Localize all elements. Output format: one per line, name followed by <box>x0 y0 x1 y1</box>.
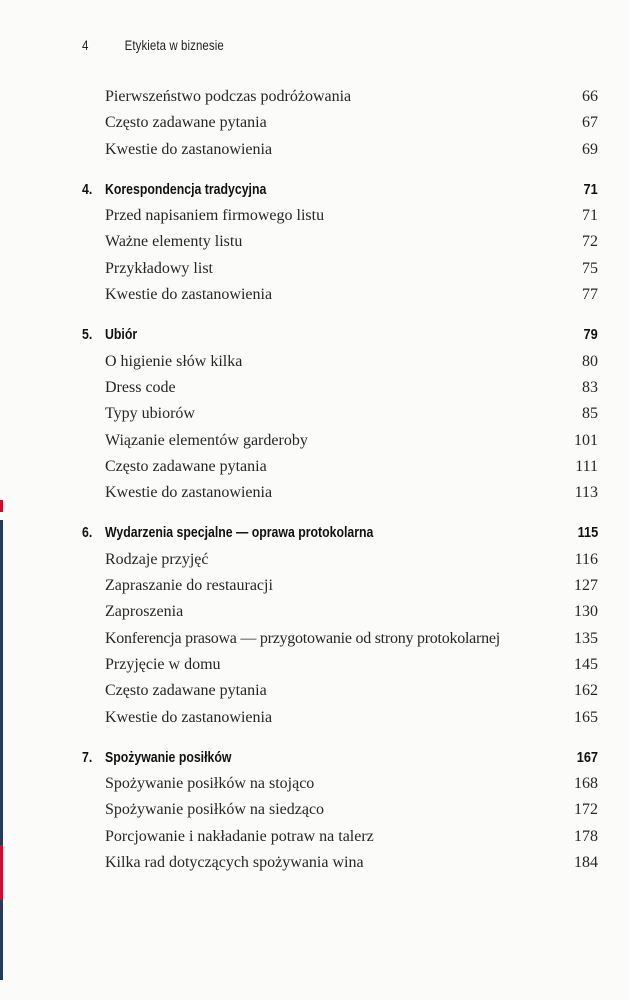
toc-entry[interactable] <box>0 824 629 850</box>
toc-entry-page: 83 <box>582 378 598 396</box>
toc-entry[interactable] <box>0 110 629 136</box>
toc-entry-page: 66 <box>582 88 598 105</box>
toc-entry-page: 75 <box>582 259 598 277</box>
toc-entry[interactable] <box>0 401 629 427</box>
toc-entry-page: 172 <box>574 801 598 819</box>
toc-entry-page: 80 <box>582 352 598 370</box>
toc-entry-page: 168 <box>574 775 598 793</box>
toc-entry-page: 85 <box>582 405 598 423</box>
toc-entry[interactable] <box>0 626 629 652</box>
toc-entry-title: Pierwszeństwo podczas podróżowania <box>105 88 352 105</box>
toc-entry-title: Kilka rad dotyczących spożywania wina <box>105 854 364 872</box>
toc-entry-page: 178 <box>574 827 598 845</box>
table-of-contents <box>0 84 629 876</box>
toc-entry-page: 116 <box>574 550 598 568</box>
toc-entry[interactable] <box>0 771 629 797</box>
toc-entry-title: Kwestie do zastanowienia <box>105 708 273 726</box>
toc-entry[interactable] <box>0 850 629 876</box>
toc-entry-title: Często zadawane pytania <box>105 682 267 700</box>
toc-entry[interactable] <box>0 599 629 625</box>
chapter-number: 4. <box>82 180 93 198</box>
toc-entry[interactable] <box>0 282 629 308</box>
toc-entry-title: Wiązanie elementów garderoby <box>105 431 308 449</box>
toc-entry-title: Zapraszanie do restauracji <box>105 577 273 595</box>
chapter-page: 79 <box>583 326 598 344</box>
toc-entry-page: 184 <box>574 854 598 872</box>
running-title: Etykieta w biznesie <box>124 37 224 53</box>
toc-entry-title: Dress code <box>105 378 176 396</box>
toc-chapter-heading[interactable] <box>0 322 629 348</box>
toc-entry-title: Spożywanie posiłków na stojąco <box>105 775 315 793</box>
toc-entry-title: Zaproszenia <box>105 603 184 621</box>
toc-entry-title: Kwestie do zastanowienia <box>105 140 273 158</box>
toc-entry[interactable] <box>0 203 629 229</box>
chapter-title: Ubiór <box>105 326 138 344</box>
toc-entry-title: Rodzaje przyjęć <box>105 550 209 568</box>
chapter-page: 115 <box>577 524 598 542</box>
toc-entry[interactable] <box>0 678 629 704</box>
toc-entry-page: 135 <box>574 629 598 647</box>
toc-entry[interactable] <box>0 375 629 401</box>
toc-entry[interactable] <box>0 652 629 678</box>
toc-entry-page: 113 <box>574 484 598 502</box>
toc-entry-page: 130 <box>574 603 598 621</box>
toc-entry-title: Przykładowy list <box>105 259 213 277</box>
toc-chapter-heading[interactable] <box>0 177 629 203</box>
toc-entry-page: 71 <box>582 207 598 225</box>
toc-entry-title: Kwestie do zastanowienia <box>105 286 273 304</box>
toc-entry-title: Często zadawane pytania <box>105 114 267 132</box>
toc-entry[interactable] <box>0 349 629 375</box>
toc-entry[interactable] <box>0 797 629 823</box>
toc-entry[interactable] <box>0 428 629 454</box>
chapter-title: Spożywanie posiłków <box>105 748 232 766</box>
page-number: 4 <box>82 37 89 53</box>
toc-entry[interactable] <box>0 480 629 506</box>
toc-chapter-heading[interactable] <box>0 520 629 546</box>
chapter-number: 6. <box>82 524 93 542</box>
toc-entry-title: Przyjęcie w domu <box>105 655 221 673</box>
toc-entry[interactable] <box>0 705 629 731</box>
toc-entry-title: Ważne elementy listu <box>105 233 243 251</box>
toc-chapter-heading[interactable] <box>0 745 629 771</box>
toc-entry-page: 67 <box>582 114 598 132</box>
chapter-page: 71 <box>583 180 598 198</box>
toc-entry-title: Kwestie do zastanowienia <box>105 484 273 502</box>
toc-entry[interactable] <box>0 84 629 110</box>
chapter-title: Wydarzenia specjalne — oprawa protokolarna <box>105 524 374 542</box>
chapter-page: 167 <box>576 748 598 766</box>
toc-entry-page: 69 <box>582 140 598 158</box>
toc-entry-page: 101 <box>574 431 598 449</box>
running-head <box>82 37 224 53</box>
toc-entry-page: 127 <box>574 577 598 595</box>
toc-entry-title: Często zadawane pytania <box>105 457 267 475</box>
toc-entry-page: 162 <box>574 682 598 700</box>
toc-entry-title: O higienie słów kilka <box>105 352 243 370</box>
toc-entry-page: 145 <box>574 655 598 673</box>
toc-entry-title: Konferencja prasowa — przygotowanie od strony protokolarnej <box>105 629 500 647</box>
toc-entry-page: 72 <box>582 233 598 251</box>
toc-entry[interactable] <box>0 256 629 282</box>
toc-entry-title: Spożywanie posiłków na siedząco <box>105 801 325 819</box>
page-edge-mark-blue <box>0 900 3 980</box>
toc-entry[interactable] <box>0 547 629 573</box>
chapter-number: 5. <box>82 326 93 344</box>
toc-entry[interactable] <box>0 454 629 480</box>
toc-entry[interactable] <box>0 137 629 163</box>
toc-entry-title: Porcjowanie i nakładanie potraw na talerz <box>105 827 374 845</box>
toc-entry[interactable] <box>0 229 629 255</box>
toc-entry-page: 111 <box>575 457 598 475</box>
toc-entry-title: Typy ubiorów <box>105 405 195 423</box>
toc-entry-page: 165 <box>574 708 598 726</box>
chapter-number: 7. <box>82 748 93 766</box>
toc-entry-title: Przed napisaniem firmowego listu <box>105 207 325 225</box>
toc-entry-page: 77 <box>582 286 598 304</box>
chapter-title: Korespondencja tradycyjna <box>105 180 267 198</box>
toc-entry[interactable] <box>0 573 629 599</box>
